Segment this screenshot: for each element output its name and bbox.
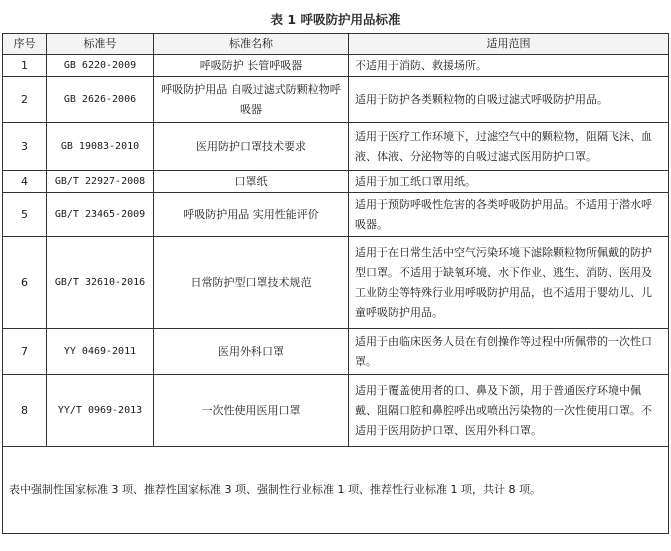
row-name: 日常防护型口罩技术规范 xyxy=(154,237,349,329)
table-footnote: 表中强制性国家标准 3 项、推荐性国家标准 3 项、强制性行业标准 1 项、推荐性行业标准 1 项，共计 8 项。 xyxy=(3,447,669,534)
row-code: YY 0469-2011 xyxy=(47,329,154,375)
row-scope: 不适用于消防、救援场所。 xyxy=(349,55,669,77)
row-code: GB 2626-2006 xyxy=(47,77,154,123)
row-scope: 适用于加工纸口罩用纸。 xyxy=(349,171,669,193)
row-scope: 适用于防护各类颗粒物的自吸过滤式呼吸防护用品。 xyxy=(349,77,669,123)
row-no: 8 xyxy=(3,375,47,447)
row-scope: 适用于预防呼吸性危害的各类呼吸防护用品。不适用于潜水呼吸器。 xyxy=(349,193,669,237)
row-name: 一次性使用医用口罩 xyxy=(154,375,349,447)
row-no: 3 xyxy=(3,123,47,171)
row-no: 2 xyxy=(3,77,47,123)
row-name: 口罩纸 xyxy=(154,171,349,193)
table-row xyxy=(3,193,669,237)
header-code: 标准号 xyxy=(47,34,154,55)
table-row xyxy=(3,375,669,447)
row-scope: 适用于医疗工作环境下，过滤空气中的颗粒物，阻隔飞沫、血液、体液、分泌物等的自吸过滤式医用防护口罩。 xyxy=(349,123,669,171)
table-row xyxy=(3,237,669,329)
row-no: 6 xyxy=(3,237,47,329)
table-row xyxy=(3,123,669,171)
row-no: 4 xyxy=(3,171,47,193)
row-no: 5 xyxy=(3,193,47,237)
row-name: 呼吸防护 长管呼吸器 xyxy=(154,55,349,77)
row-name: 医用外科口罩 xyxy=(154,329,349,375)
header-scope: 适用范围 xyxy=(349,34,669,55)
row-scope: 适用于在日常生活中空气污染环境下滤除颗粒物所佩戴的防护型口罩。不适用于缺氧环境、水下作业、逃生、消防、医用及工业防尘等特殊行业用呼吸防护用品，也不适用于婴幼儿、儿童呼吸防护用品。 xyxy=(349,237,669,329)
row-name: 呼吸防护用品 实用性能评价 xyxy=(154,193,349,237)
row-code: GB/T 22927-2008 xyxy=(47,171,154,193)
row-name: 医用防护口罩技术要求 xyxy=(154,123,349,171)
header-no: 序号 xyxy=(3,34,47,55)
row-code: GB 19083-2010 xyxy=(47,123,154,171)
row-code: GB/T 32610-2016 xyxy=(47,237,154,329)
standards-table xyxy=(2,33,669,534)
header-name: 标准名称 xyxy=(154,34,349,55)
row-name: 呼吸防护用品 自吸过滤式防颗粒物呼吸器 xyxy=(154,77,349,123)
table-row xyxy=(3,171,669,193)
row-no: 7 xyxy=(3,329,47,375)
table-row xyxy=(3,77,669,123)
footnote-row xyxy=(3,447,669,534)
row-code: YY/T 0969-2013 xyxy=(47,375,154,447)
table-caption: 表 1 呼吸防护用品标准 xyxy=(270,12,401,27)
row-code: GB/T 23465-2009 xyxy=(47,193,154,237)
row-scope: 适用于由临床医务人员在有创操作等过程中所佩带的一次性口罩。 xyxy=(349,329,669,375)
table-header-row xyxy=(3,34,669,55)
table-row xyxy=(3,329,669,375)
row-no: 1 xyxy=(3,55,47,77)
row-scope: 适用于覆盖使用者的口、鼻及下颌，用于普通医疗环境中佩戴、阻隔口腔和鼻腔呼出或喷出污染物的一次性使用口罩。不适用于医用防护口罩、医用外科口罩。 xyxy=(349,375,669,447)
table-row xyxy=(3,55,669,77)
row-code: GB 6220-2009 xyxy=(47,55,154,77)
